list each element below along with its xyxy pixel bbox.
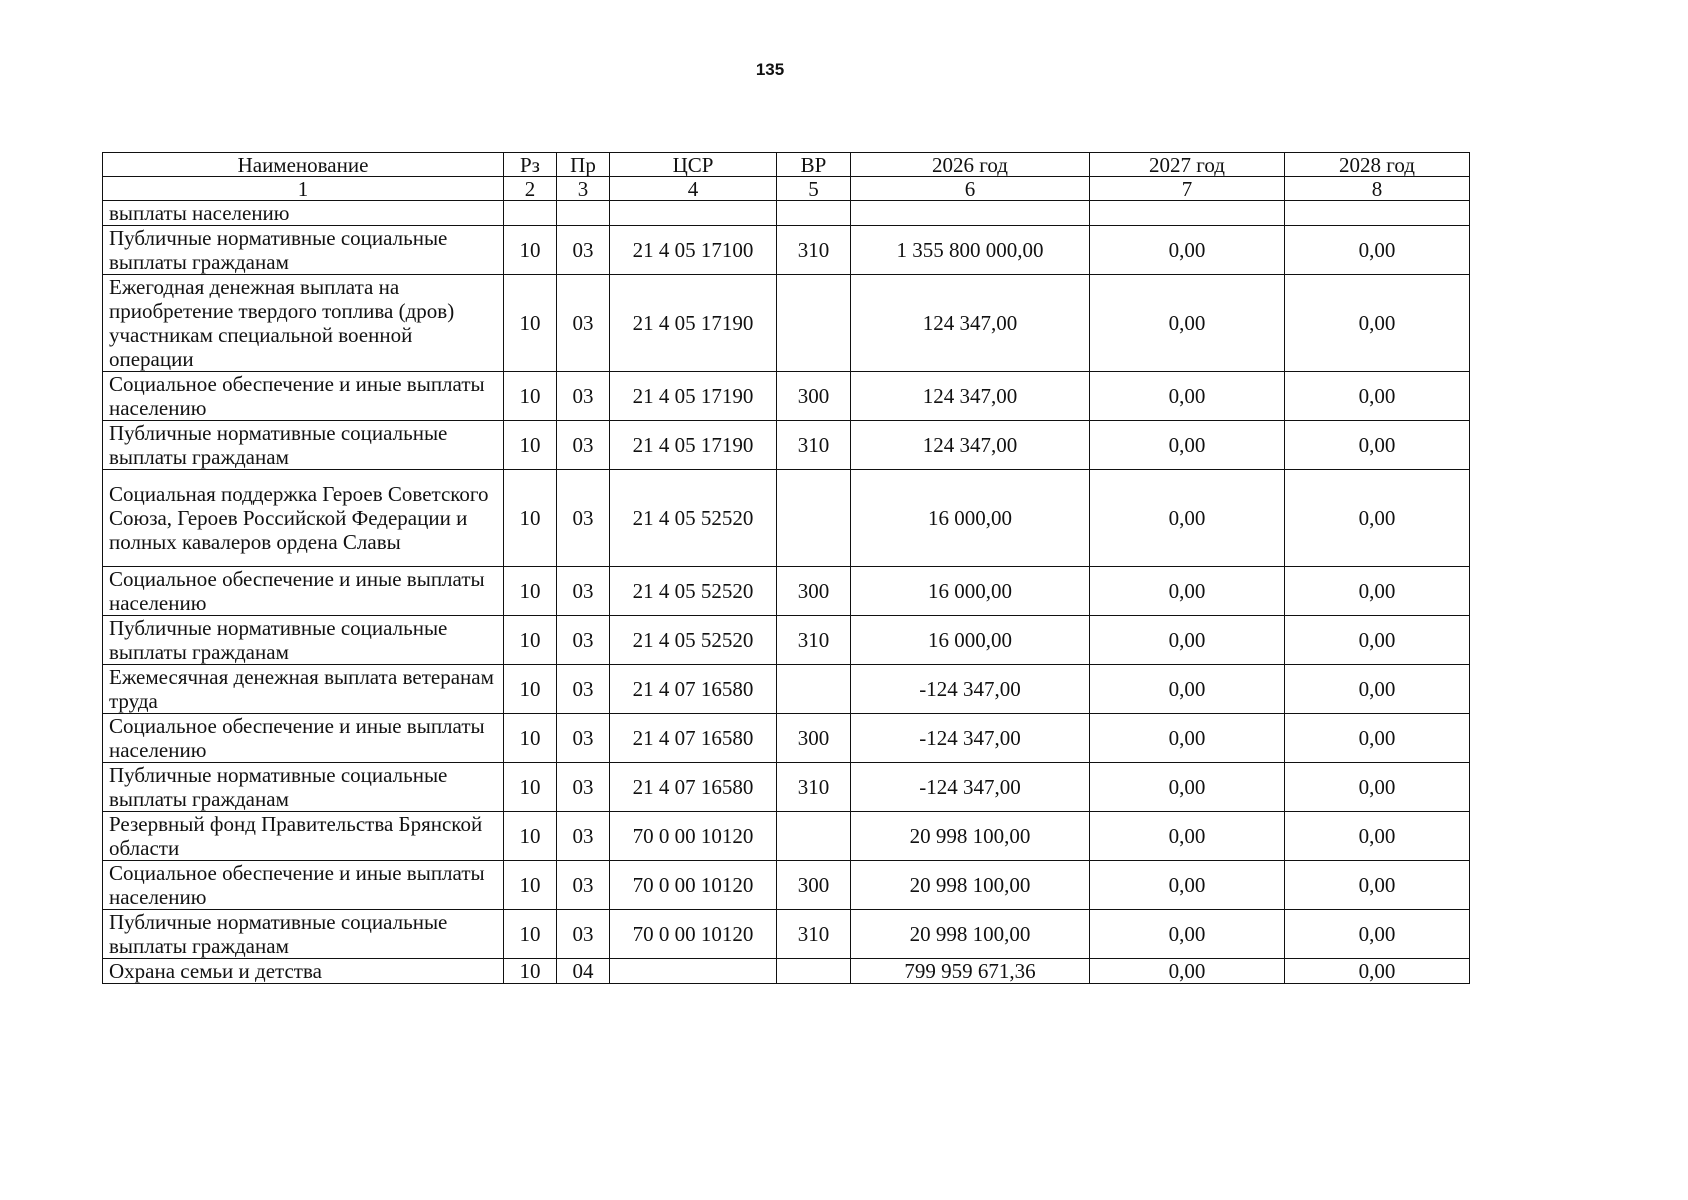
row-csr: 70 0 00 10120 [610,910,777,959]
row-name: Публичные нормативные социальные выплаты гражданам [103,616,504,665]
row-pr: 03 [557,910,610,959]
row-pr: 03 [557,616,610,665]
header-vr: ВР [777,153,851,177]
row-2028: 0,00 [1285,714,1470,763]
table-row [103,421,1470,470]
row-name: Социальное обеспечение и иные выплаты населению [103,372,504,421]
row-2027: 0,00 [1090,616,1285,665]
row-pr: 03 [557,567,610,616]
row-vr [777,812,851,861]
row-csr: 21 4 05 17190 [610,372,777,421]
header-2026: 2026 год [851,153,1090,177]
table-row [103,812,1470,861]
row-vr [777,470,851,567]
row-2026: 124 347,00 [851,372,1090,421]
row-csr: 21 4 05 17190 [610,275,777,372]
table-row [103,665,1470,714]
row-2027: 0,00 [1090,567,1285,616]
row-2026: 16 000,00 [851,567,1090,616]
row-csr: 21 4 07 16580 [610,665,777,714]
row-2028: 0,00 [1285,372,1470,421]
row-vr [777,959,851,984]
row-name: Публичные нормативные социальные выплаты гражданам [103,226,504,275]
row-pr: 03 [557,812,610,861]
row-vr: 310 [777,616,851,665]
row-pr: 04 [557,959,610,984]
row-vr: 310 [777,763,851,812]
row-pr: 03 [557,372,610,421]
row-2028: 0,00 [1285,275,1470,372]
row-2026: -124 347,00 [851,763,1090,812]
table-row [103,470,1470,567]
row-pr: 03 [557,714,610,763]
budget-table [102,152,1470,984]
row-2028: 0,00 [1285,812,1470,861]
row-2028: 0,00 [1285,421,1470,470]
row-name: Резервный фонд Правительства Брянской области [103,812,504,861]
row-2028: 0,00 [1285,226,1470,275]
column-number-row [103,177,1470,201]
column-number: 5 [777,177,851,201]
row-pr: 03 [557,421,610,470]
row-name: Публичные нормативные социальные выплаты гражданам [103,421,504,470]
row-2028: 0,00 [1285,665,1470,714]
table-row [103,275,1470,372]
row-name: Социальная поддержка Героев Советского Союза, Героев Российской Федерации и полных кавалеров ордена Славы [103,470,504,567]
row-2027: 0,00 [1090,959,1285,984]
row-csr: 21 4 05 52520 [610,470,777,567]
header-row [103,153,1470,177]
row-2027 [1090,201,1285,226]
row-2026: -124 347,00 [851,714,1090,763]
row-2027: 0,00 [1090,763,1285,812]
row-pr: 03 [557,665,610,714]
row-2028: 0,00 [1285,910,1470,959]
row-vr: 310 [777,226,851,275]
row-vr: 300 [777,861,851,910]
row-csr: 21 4 05 52520 [610,616,777,665]
row-name: Социальное обеспечение и иные выплаты населению [103,861,504,910]
column-number: 8 [1285,177,1470,201]
row-csr [610,959,777,984]
row-rz: 10 [504,714,557,763]
row-rz: 10 [504,421,557,470]
row-rz: 10 [504,812,557,861]
header-rz: Рз [504,153,557,177]
row-name: Ежемесячная денежная выплата ветеранам труда [103,665,504,714]
column-number: 2 [504,177,557,201]
row-vr [777,275,851,372]
table-row [103,861,1470,910]
column-number: 6 [851,177,1090,201]
row-2026: 16 000,00 [851,616,1090,665]
row-2027: 0,00 [1090,421,1285,470]
header-name: Наименование [103,153,504,177]
column-number: 1 [103,177,504,201]
table-row [103,372,1470,421]
row-rz: 10 [504,567,557,616]
row-name: Публичные нормативные социальные выплаты гражданам [103,910,504,959]
column-number: 7 [1090,177,1285,201]
row-name: Социальное обеспечение и иные выплаты населению [103,567,504,616]
table-row [103,226,1470,275]
table-row [103,910,1470,959]
row-2026: 20 998 100,00 [851,812,1090,861]
row-2028: 0,00 [1285,861,1470,910]
table-row [103,959,1470,984]
row-rz: 10 [504,226,557,275]
table-row [103,201,1470,226]
row-name: Социальное обеспечение и иные выплаты населению [103,714,504,763]
row-name: Ежегодная денежная выплата на приобретение твердого топлива (дров) участникам специальной военной операции [103,275,504,372]
row-rz: 10 [504,372,557,421]
row-rz: 10 [504,763,557,812]
row-2027: 0,00 [1090,372,1285,421]
row-2028: 0,00 [1285,616,1470,665]
row-rz: 10 [504,470,557,567]
row-2026: 124 347,00 [851,421,1090,470]
row-rz: 10 [504,959,557,984]
row-vr: 300 [777,567,851,616]
row-2027: 0,00 [1090,714,1285,763]
row-2027: 0,00 [1090,275,1285,372]
row-rz: 10 [504,910,557,959]
row-vr: 310 [777,910,851,959]
row-2027: 0,00 [1090,910,1285,959]
row-pr: 03 [557,861,610,910]
row-2026: 20 998 100,00 [851,861,1090,910]
row-2027: 0,00 [1090,812,1285,861]
header-csr: ЦСР [610,153,777,177]
row-2028: 0,00 [1285,959,1470,984]
table-row [103,763,1470,812]
row-2026: -124 347,00 [851,665,1090,714]
row-2028 [1285,201,1470,226]
row-vr: 300 [777,372,851,421]
row-2028: 0,00 [1285,763,1470,812]
row-name: Охрана семьи и детства [103,959,504,984]
column-number: 4 [610,177,777,201]
row-2026: 16 000,00 [851,470,1090,567]
row-csr: 21 4 05 52520 [610,567,777,616]
row-vr: 310 [777,421,851,470]
row-csr: 21 4 07 16580 [610,763,777,812]
table-row [103,616,1470,665]
row-2027: 0,00 [1090,470,1285,567]
row-rz: 10 [504,616,557,665]
page-number: 135 [755,60,785,79]
row-2028: 0,00 [1285,567,1470,616]
row-csr: 21 4 05 17190 [610,421,777,470]
header-pr: Пр [557,153,610,177]
row-pr: 03 [557,470,610,567]
row-pr: 03 [557,226,610,275]
row-csr: 21 4 07 16580 [610,714,777,763]
row-csr: 70 0 00 10120 [610,812,777,861]
table-row [103,567,1470,616]
header-2028: 2028 год [1285,153,1470,177]
row-rz: 10 [504,861,557,910]
row-2027: 0,00 [1090,665,1285,714]
row-vr: 300 [777,714,851,763]
column-number: 3 [557,177,610,201]
row-2026: 20 998 100,00 [851,910,1090,959]
row-csr [610,201,777,226]
row-name: выплаты населению [103,201,504,226]
table-row [103,714,1470,763]
row-2026: 1 355 800 000,00 [851,226,1090,275]
row-csr: 70 0 00 10120 [610,861,777,910]
row-csr: 21 4 05 17100 [610,226,777,275]
row-rz: 10 [504,665,557,714]
row-2027: 0,00 [1090,861,1285,910]
row-name: Публичные нормативные социальные выплаты гражданам [103,763,504,812]
row-vr [777,665,851,714]
row-2026: 799 959 671,36 [851,959,1090,984]
row-rz: 10 [504,275,557,372]
row-2028: 0,00 [1285,470,1470,567]
row-2026: 124 347,00 [851,275,1090,372]
row-pr [557,201,610,226]
row-2026 [851,201,1090,226]
row-2027: 0,00 [1090,226,1285,275]
row-pr: 03 [557,275,610,372]
header-2027: 2027 год [1090,153,1285,177]
row-vr [777,201,851,226]
row-rz [504,201,557,226]
row-pr: 03 [557,763,610,812]
